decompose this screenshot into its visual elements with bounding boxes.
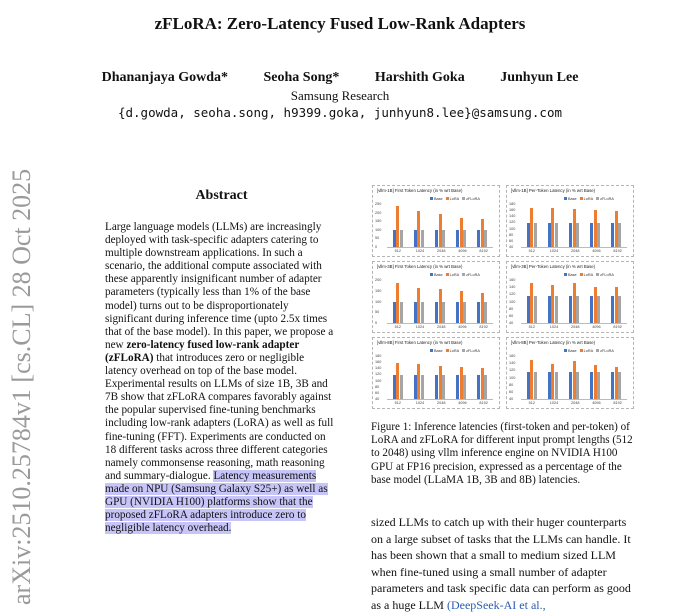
legend-swatch — [580, 349, 583, 352]
plot-area — [387, 204, 493, 248]
chart-bar — [400, 302, 403, 324]
chart-bar — [484, 230, 487, 247]
legend-swatch — [580, 273, 583, 276]
x-tick-label: 2048 — [437, 249, 446, 253]
x-tick-label: 2048 — [437, 401, 446, 405]
y-tick-label: 60 — [509, 389, 514, 394]
x-tick-label: 4096 — [592, 401, 601, 405]
y-tick-label: 100 — [509, 375, 516, 380]
x-tick-label: 1024 — [549, 249, 559, 253]
chart-title: [vllm-8B] Per-Token Latency (in % wrt Base) — [511, 340, 596, 345]
chart-bar — [463, 375, 466, 399]
chart-bar — [618, 223, 621, 247]
legend-swatch — [446, 349, 449, 352]
chart-legend — [427, 349, 480, 353]
y-tick-label: 50 — [375, 236, 380, 241]
x-tick-label: 512 — [528, 401, 535, 405]
chart-bar — [484, 302, 487, 324]
chart-bar — [576, 223, 579, 247]
citation-link[interactable]: (DeepSeek-AI et al., — [446, 597, 546, 612]
chart-title: [vllm-8B] First Token Latency (in % wrt Base) — [377, 340, 463, 345]
chart-bar — [400, 230, 403, 247]
chart-bar — [442, 302, 445, 324]
highlighted-text[interactable]: Latency measurements made on NPU (Samsung Galaxy S25+) as well as GPU (NVIDIA H100) platforms show that the proposed zFLoRA adapters introduce zero to negligible latency overhead. — [105, 469, 328, 535]
figure-1-charts — [372, 185, 632, 407]
y-tick-label: 100 — [509, 299, 516, 304]
x-tick-label: 512 — [394, 325, 401, 329]
x-tick-label: 1024 — [549, 325, 559, 329]
y-tick-label: 180 — [375, 354, 382, 358]
chart-bar — [618, 372, 621, 399]
x-tick-label: 8192 — [479, 325, 488, 329]
legend-label: LoRA — [583, 273, 594, 277]
chart-bar — [597, 223, 600, 247]
y-tick-label: 120 — [375, 372, 382, 377]
arxiv-stamp: arXiv:2510.25784v1 [cs.CL] 28 Oct 2025 — [7, 168, 36, 605]
legend-swatch — [446, 273, 449, 276]
plot-area — [387, 356, 493, 400]
chart-bar — [463, 302, 466, 324]
x-tick-label: 4096 — [458, 249, 467, 253]
y-tick-label: 140 — [509, 285, 516, 290]
chart-title: [vllm-1B] First Token Latency (in % wrt Base) — [377, 188, 463, 193]
chart-bar — [442, 375, 445, 399]
chart-bar — [463, 230, 466, 247]
y-tick-label: 60 — [375, 390, 380, 395]
x-tick-label: 1024 — [549, 401, 559, 405]
legend-label: LoRA — [583, 197, 594, 201]
chart-bar — [576, 372, 579, 399]
chart-bar — [421, 375, 424, 399]
latency-chart-panel — [506, 261, 634, 333]
chart-bar — [597, 296, 600, 323]
y-tick-label: 200 — [375, 210, 382, 215]
x-tick-label: 4096 — [592, 325, 601, 329]
y-tick-label: 120 — [509, 292, 516, 297]
legend-swatch — [462, 273, 465, 276]
y-tick-label: 160 — [375, 360, 382, 365]
x-tick-label: 4096 — [458, 401, 467, 405]
y-tick-label: 120 — [509, 220, 516, 225]
chart-bar — [534, 372, 537, 399]
y-tick-label: 80 — [509, 382, 514, 387]
legend-swatch — [462, 349, 465, 352]
chart-bar — [555, 296, 558, 323]
y-tick-label: 160 — [509, 278, 516, 282]
legend-swatch — [580, 197, 583, 200]
legend-label: zFLoRA — [466, 197, 480, 201]
chart-title: [vllm-3B] First Token Latency (in % wrt Base) — [377, 264, 463, 269]
x-tick-label: 512 — [394, 401, 401, 405]
author-name: Seoha Song* — [263, 70, 340, 85]
y-tick-label: 0 — [375, 245, 378, 249]
abstract-heading: Abstract — [195, 188, 248, 203]
y-tick-label: 180 — [509, 202, 516, 206]
y-tick-label: 40 — [509, 397, 514, 401]
y-tick-label: 120 — [509, 368, 516, 373]
latency-chart-panel — [372, 261, 500, 333]
legend-swatch — [430, 273, 433, 276]
x-tick-label: 1024 — [415, 401, 425, 405]
author-name: Dhananjaya Gowda* — [101, 70, 228, 85]
x-tick-label: 8192 — [613, 249, 622, 253]
chart-legend — [561, 349, 614, 353]
x-tick-label: 2048 — [571, 249, 580, 253]
y-tick-label: 140 — [509, 361, 516, 366]
legend-label: LoRA — [449, 273, 460, 277]
y-tick-label: 150 — [375, 288, 382, 293]
legend-swatch — [430, 349, 433, 352]
chart-title: [vllm-1B] Per-Token Latency (in % wrt Base) — [511, 188, 596, 193]
author-list — [0, 70, 680, 86]
legend-label: zFLoRA — [600, 197, 614, 201]
legend-label: LoRA — [583, 349, 594, 353]
legend-swatch — [430, 197, 433, 200]
y-tick-label: 40 — [509, 245, 514, 249]
chart-title: [vllm-3B] Per-Token Latency (in % wrt Base) — [511, 264, 596, 269]
chart-bar — [421, 302, 424, 324]
y-tick-label: 160 — [509, 208, 516, 213]
legend-label: zFLoRA — [600, 349, 614, 353]
x-tick-label: 4096 — [592, 249, 601, 253]
y-tick-label: 140 — [509, 214, 516, 219]
y-tick-label: 100 — [375, 378, 382, 383]
chart-bar — [576, 296, 579, 323]
chart-bar — [555, 223, 558, 247]
legend-label: LoRA — [449, 349, 460, 353]
abstract-body: Large language models (LLMs) are increasingly deployed with task-specific adapters catering to multiple downstream applications. In such a scenario, the additional compute associated with these apparently insignificant number of adapter parameters (typically less than 1% of the base model) turns out to be disproportionately significant during inference time (upto 2.5x times that of the base model). In this paper, we propose a new — [105, 221, 334, 351]
x-tick-label: 8192 — [613, 401, 622, 405]
legend-swatch — [462, 197, 465, 200]
x-tick-label: 8192 — [613, 325, 622, 329]
plot-area — [521, 204, 627, 248]
figure-caption: Figure 1: Inference latencies (first-token and per-token) of LoRA and zFLoRA for different input prompt lengths (512 to 2048) using vllm inference engine on NVIDIA H100 GPU at FP16 precision, expressed as a percentage of the base model (LLaMA 1B, 3B and 8B) latencies. — [371, 421, 633, 486]
y-tick-label: 40 — [509, 321, 514, 325]
legend-label: Base — [568, 273, 577, 277]
y-tick-label: 50 — [375, 310, 380, 315]
y-tick-label: 80 — [375, 384, 380, 389]
abstract-bold-term: zero-latency fused low-rank adapter (zFLoRA) — [105, 338, 300, 364]
legend-label: Base — [568, 197, 577, 201]
legend-label: LoRA — [449, 197, 460, 201]
chart-bar — [534, 223, 537, 247]
chart-bar — [442, 230, 445, 247]
legend-swatch — [564, 349, 567, 352]
affiliation: Samsung Research — [290, 88, 390, 103]
latency-chart-panel — [372, 185, 500, 257]
legend-label: Base — [434, 349, 443, 353]
chart-bar — [555, 372, 558, 399]
legend-label: zFLoRA — [466, 349, 480, 353]
author-emails: {d.gowda, seoha.song, h9399.goka, junhyun8.lee}@samsung.com — [117, 105, 562, 120]
chart-legend — [427, 197, 480, 201]
x-tick-label: 2048 — [571, 325, 580, 329]
y-tick-label: 0 — [375, 321, 378, 325]
latency-chart-panel — [506, 185, 634, 257]
y-tick-label: 60 — [509, 313, 514, 318]
x-tick-label: 512 — [528, 249, 535, 253]
latency-chart-panel — [506, 337, 634, 409]
y-tick-label: 150 — [375, 219, 382, 224]
x-tick-label: 8192 — [479, 401, 488, 405]
y-tick-label: 80 — [509, 306, 514, 311]
y-tick-label: 40 — [375, 397, 380, 401]
chart-bar — [618, 296, 621, 323]
body-text — [371, 514, 638, 613]
legend-swatch — [564, 273, 567, 276]
chart-bar — [534, 296, 537, 323]
abstract-body-continued: that introduces zero or negligible latency overhead on top of the base model. Experimental results on LLMs of size 1B, 3B and 7B show that zFLoRA compares favorably against the popular supervised fine-tuning benchmarks including low-rank adapters (LoRA) as well as full fine-tuning (FFT). Experiments are conducted on 18 different tasks across three different categories namely commonsense reasoning, math reasoning and summary-dialogue. — [105, 351, 334, 482]
legend-swatch — [596, 349, 599, 352]
legend-swatch — [596, 273, 599, 276]
x-tick-label: 2048 — [571, 401, 580, 405]
chart-legend — [561, 273, 614, 277]
chart-bar — [597, 372, 600, 399]
x-tick-label: 1024 — [415, 325, 425, 329]
y-tick-label: 60 — [509, 238, 514, 243]
legend-label: Base — [434, 273, 443, 277]
y-tick-label: 80 — [509, 232, 514, 237]
chart-legend — [427, 273, 480, 277]
y-tick-label: 100 — [375, 299, 382, 304]
legend-label: Base — [434, 197, 443, 201]
x-tick-label: 1024 — [415, 249, 425, 253]
chart-bar — [400, 375, 403, 399]
plot-area — [521, 280, 627, 324]
y-tick-label: 200 — [375, 278, 382, 282]
author-name: Harshith Goka — [374, 70, 465, 85]
body-paragraph: sized LLMs to catch up with their huger counterparts on a large subset of tasks that the LLMs can handle. It has been shown that a small to medium sized LLM when fine-tuned using a small number of adapter parameters and task specific data can perform as good as a huge LLM — [371, 515, 631, 612]
y-tick-label: 250 — [375, 202, 382, 206]
latency-chart-panel — [372, 337, 500, 409]
chart-bar — [484, 375, 487, 399]
abstract-text — [105, 221, 334, 535]
x-tick-label: 4096 — [458, 325, 467, 329]
chart-legend — [561, 197, 614, 201]
y-tick-label: 140 — [375, 366, 382, 371]
legend-swatch — [596, 197, 599, 200]
plot-area — [521, 356, 627, 400]
legend-label: Base — [568, 349, 577, 353]
legend-swatch — [446, 197, 449, 200]
y-tick-label: 100 — [509, 226, 516, 231]
legend-label: zFLoRA — [600, 273, 614, 277]
paper-title: zFLoRA: Zero-Latency Fused Low-Rank Adapters — [154, 14, 526, 33]
chart-bar — [421, 230, 424, 247]
x-tick-label: 512 — [394, 249, 401, 253]
plot-area — [387, 280, 493, 324]
x-tick-label: 8192 — [479, 249, 488, 253]
x-tick-label: 2048 — [437, 325, 446, 329]
legend-label: zFLoRA — [466, 273, 480, 277]
y-tick-label: 160 — [509, 354, 516, 358]
author-name: Junhyun Lee — [500, 70, 579, 85]
y-tick-label: 100 — [375, 227, 382, 232]
x-tick-label: 512 — [528, 325, 535, 329]
legend-swatch — [564, 197, 567, 200]
